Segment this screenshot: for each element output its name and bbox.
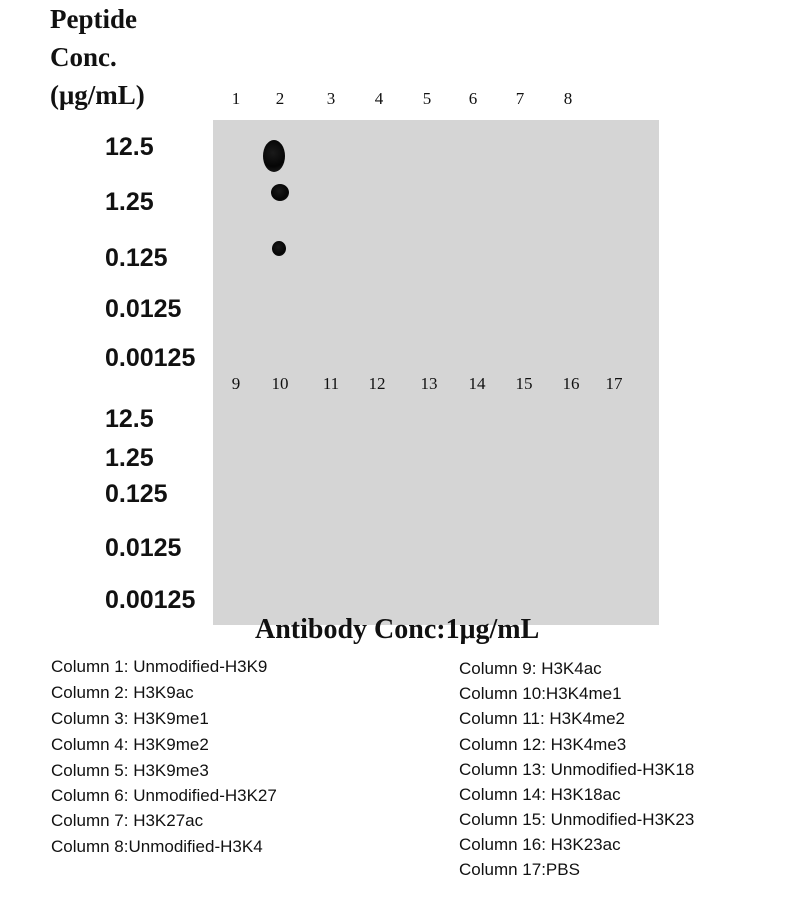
column-number-4: 4 bbox=[374, 89, 384, 108]
legend-column-1: Column 1: Unmodified-H3K9 bbox=[51, 657, 268, 676]
legend-column-13: Column 13: Unmodified-H3K18 bbox=[459, 760, 695, 779]
conc-label-top-0.0125: 0.0125 bbox=[105, 295, 182, 323]
legend-column-2: Column 2: H3K9ac bbox=[51, 683, 194, 702]
header-peptide: Peptide bbox=[50, 4, 137, 34]
column-number-17: 17 bbox=[605, 374, 623, 393]
column-number-7: 7 bbox=[515, 89, 525, 108]
legend-column-7: Column 7: H3K27ac bbox=[51, 811, 204, 830]
column-number-8: 8 bbox=[563, 89, 573, 108]
conc-label-top-1.25: 1.25 bbox=[105, 188, 154, 216]
column-number-3: 3 bbox=[326, 89, 336, 108]
legend-column-5: Column 5: H3K9me3 bbox=[51, 761, 209, 780]
conc-label-bottom-0.125: 0.125 bbox=[105, 480, 168, 508]
conc-label-top-0.125: 0.125 bbox=[105, 244, 168, 272]
header-conc: Conc. bbox=[50, 42, 117, 72]
legend-column-6: Column 6: Unmodified-H3K27 bbox=[51, 786, 277, 805]
conc-label-top-12.5: 12.5 bbox=[105, 133, 154, 161]
legend-column-11: Column 11: H3K4me2 bbox=[459, 709, 625, 728]
column-number-6: 6 bbox=[468, 89, 478, 108]
antibody-conc-label: Antibody Conc:1μg/mL bbox=[255, 614, 540, 645]
legend-column-9: Column 9: H3K4ac bbox=[459, 659, 602, 678]
conc-label-bottom-0.0125: 0.0125 bbox=[105, 534, 182, 562]
column-number-10: 10 bbox=[271, 374, 289, 393]
legend-column-15: Column 15: Unmodified-H3K23 bbox=[459, 810, 695, 829]
column-number-15: 15 bbox=[515, 374, 533, 393]
conc-label-top-0.00125: 0.00125 bbox=[105, 344, 196, 372]
column-number-12: 12 bbox=[368, 374, 386, 393]
legend-column-3: Column 3: H3K9me1 bbox=[51, 709, 209, 728]
column-number-11: 11 bbox=[322, 374, 340, 393]
legend-column-10: Column 10:H3K4me1 bbox=[459, 684, 622, 703]
legend-column-17: Column 17:PBS bbox=[459, 860, 580, 879]
column-number-13: 13 bbox=[420, 374, 438, 393]
column-number-16: 16 bbox=[562, 374, 580, 393]
blot-membrane bbox=[213, 120, 659, 625]
dot-col2-12.5 bbox=[263, 140, 285, 172]
column-number-1: 1 bbox=[231, 89, 241, 108]
dot-col2-1.25 bbox=[271, 184, 289, 201]
legend-column-12: Column 12: H3K4me3 bbox=[459, 735, 627, 754]
column-number-14: 14 bbox=[468, 374, 486, 393]
conc-label-bottom-12.5: 12.5 bbox=[105, 405, 154, 433]
legend-column-8: Column 8:Unmodified-H3K4 bbox=[51, 837, 263, 856]
legend-column-16: Column 16: H3K23ac bbox=[459, 835, 621, 854]
conc-label-bottom-1.25: 1.25 bbox=[105, 444, 154, 472]
column-number-9: 9 bbox=[231, 374, 241, 393]
legend-column-14: Column 14: H3K18ac bbox=[459, 785, 621, 804]
column-number-2: 2 bbox=[275, 89, 285, 108]
dot-col2-0.125 bbox=[272, 241, 286, 256]
column-number-5: 5 bbox=[422, 89, 432, 108]
legend-column-4: Column 4: H3K9me2 bbox=[51, 735, 209, 754]
conc-label-bottom-0.00125: 0.00125 bbox=[105, 586, 196, 614]
header-unit: (μg/mL) bbox=[50, 80, 145, 110]
